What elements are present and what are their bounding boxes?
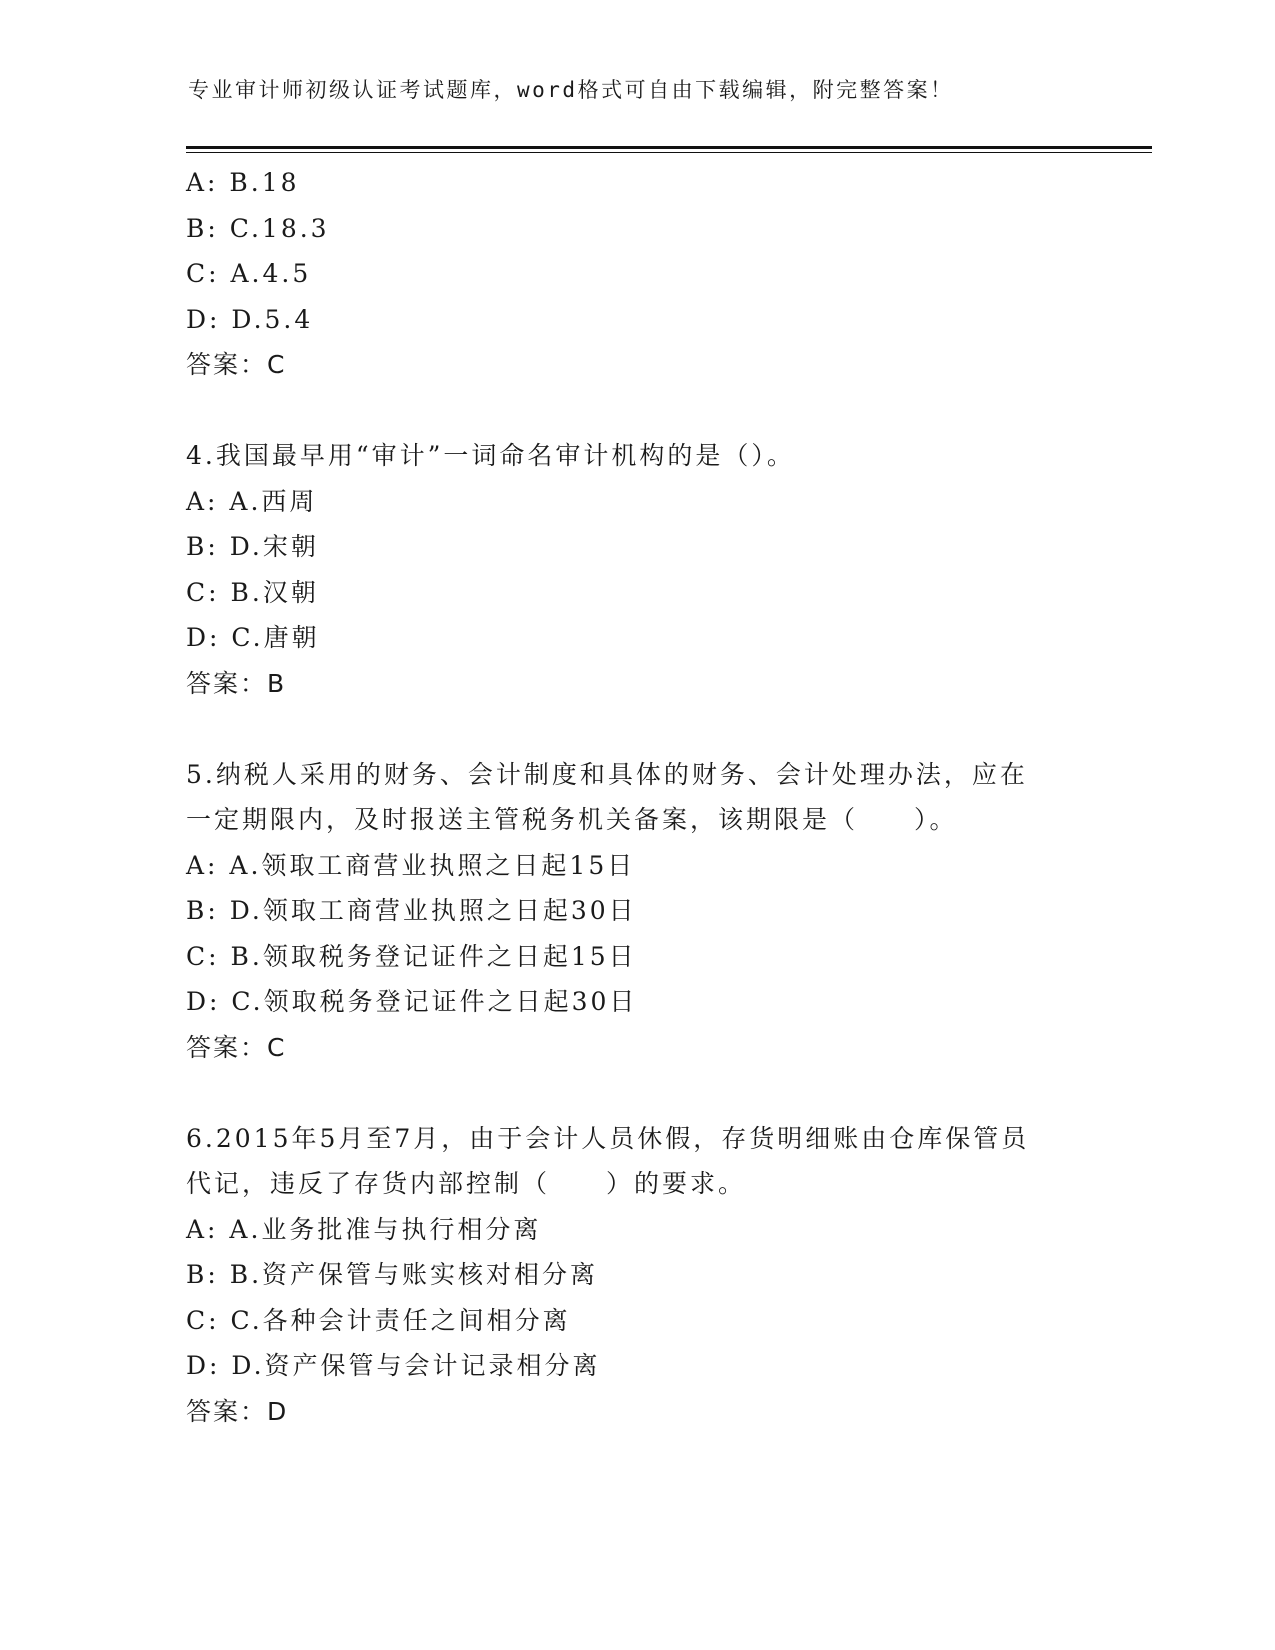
- question-5-answer: 答案：C: [186, 1032, 287, 1062]
- question-5-stem-line-2: 一定期限内，及时报送主管税务机关备案，该期限是（ ）。: [186, 805, 958, 834]
- question-4-stem: 4.我国最早用“审计”一词命名审计机构的是（）。: [186, 441, 795, 470]
- spacer: [186, 1070, 1086, 1116]
- question-5-option-b: B: D.领取工商营业执照之日起30日: [186, 896, 637, 925]
- question-6-answer: 答案：D: [186, 1396, 289, 1426]
- question-6-option-b: B: B.资产保管与账实核对相分离: [186, 1260, 599, 1289]
- spacer: [186, 706, 1086, 752]
- question-4-answer: 答案：B: [186, 668, 287, 698]
- spacer: [186, 388, 1086, 434]
- header-rule-thick: [186, 146, 1152, 149]
- question-5-option-a: A: A.领取工商营业执照之日起15日: [186, 850, 636, 880]
- question-4-option-c: C: B.汉朝: [186, 577, 319, 607]
- question-6-stem-line-1: 6.2015年5月至7月，由于会计人员休假，存货明细账由仓库保管员: [186, 1123, 1030, 1153]
- question-5-option-d: D: C.领取税务登记证件之日起30日: [186, 987, 638, 1016]
- question-4-block: [186, 433, 1086, 706]
- question-6-option-d: D: D.资产保管与会计记录相分离: [186, 1351, 601, 1380]
- question-3-option-d: D: D.5.4: [186, 304, 314, 334]
- question-3-option-a: A: B.18: [186, 168, 300, 197]
- header-rule-thin: [186, 152, 1152, 153]
- question-5-stem-line-1: 5.纳税人采用的财务、会计制度和具体的财务、会计处理办法，应在: [186, 759, 1028, 789]
- question-list: [186, 160, 1086, 1434]
- question-6-option-a: A: A.业务批准与执行相分离: [186, 1214, 542, 1244]
- question-6-block: [186, 1116, 1086, 1435]
- question-6-option-c: C: C.各种会计责任之间相分离: [186, 1305, 571, 1335]
- question-4-option-b: B: D.宋朝: [186, 532, 319, 561]
- page-header: 专业审计师初级认证考试题库，word格式可自由下载编辑，附完整答案！: [188, 78, 954, 102]
- question-3-option-b: B: C.18.3: [186, 213, 330, 243]
- question-6-stem-line-2: 代记，违反了存货内部控制（ ）的要求。: [186, 1169, 747, 1198]
- question-5-block: [186, 752, 1086, 1071]
- question-5-option-c: C: B.领取税务登记证件之日起15日: [186, 941, 637, 971]
- question-4-option-d: D: C.唐朝: [186, 623, 320, 652]
- question-3-block: [186, 160, 1086, 388]
- question-3-answer: 答案：C: [186, 350, 287, 379]
- question-3-option-c: C: A.4.5: [186, 259, 312, 288]
- question-4-option-a: A: A.西周: [186, 486, 318, 516]
